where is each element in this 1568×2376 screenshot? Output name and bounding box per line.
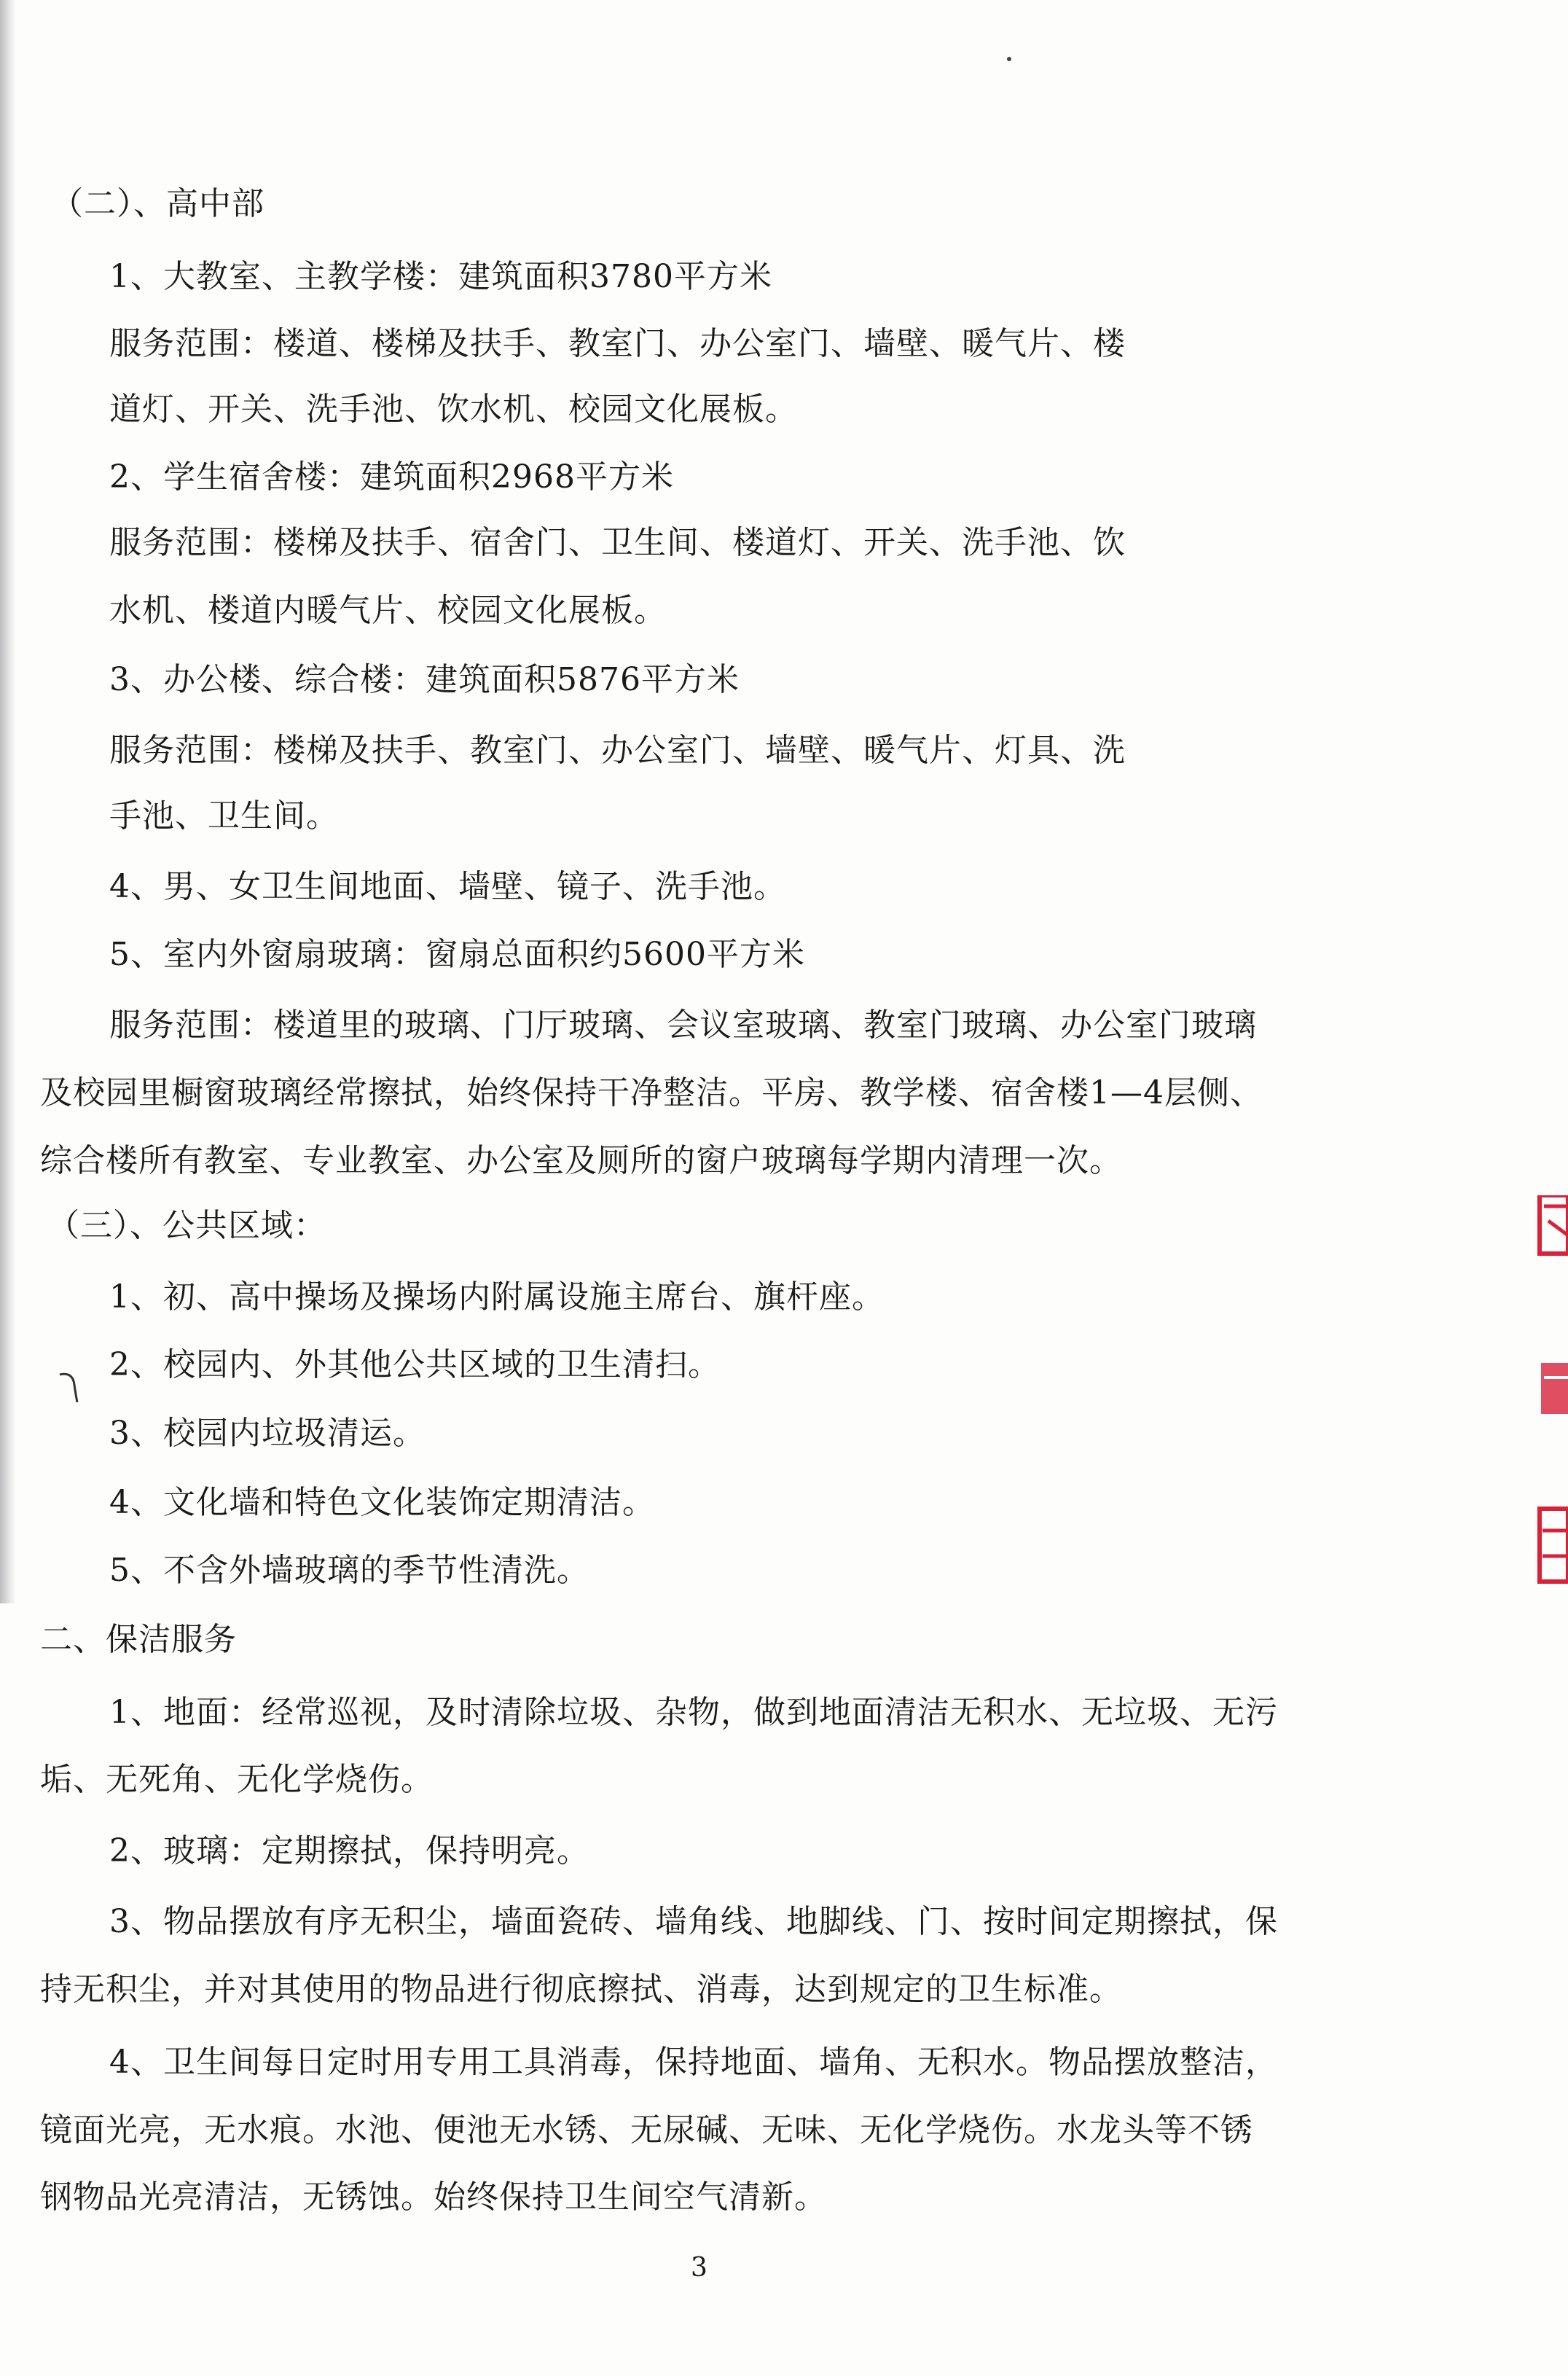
section-heading-cleaning-service: 二、保洁服务: [40, 1621, 237, 1658]
public-area-item: 1、初、高中操场及操场内附属设施主席台、旗杆座。: [109, 1278, 885, 1316]
section-heading-public-areas: （三）、公共区域：: [47, 1207, 326, 1244]
service-scope-line: 水机、楼道内暖气片、校园文化展板。: [109, 592, 667, 629]
cleaning-item: 镜面光亮，无水痕。水池、便池无水锈、无尿碱、无味、无化学烧伤。水龙头等不锈: [40, 2111, 1253, 2149]
service-scope-line: 服务范围：楼道、楼梯及扶手、教室门、办公室门、墙壁、暖气片、楼: [109, 325, 1126, 362]
service-scope-line: 服务范围：楼道里的玻璃、门厅玻璃、会议室玻璃、教室门玻璃、办公室门玻璃: [109, 1007, 1257, 1044]
cleaning-item: 3、物品摆放有序无积尘，墙面瓷砖、墙角线、地脚线、门、按时间定期擦拭，保: [109, 1903, 1278, 1940]
cleaning-item: 4、卫生间每日定时用专用工具消毒，保持地面、墙角、无积水。物品摆放整洁，: [109, 2044, 1278, 2081]
public-area-item: 5、不含外墙玻璃的季节性清洗。: [109, 1552, 589, 1589]
cleaning-item: 2、玻璃：定期擦拭，保持明亮。: [109, 1832, 589, 1869]
cleaning-item: 垢、无死角、无化学烧伤。: [40, 1761, 434, 1798]
scan-speck: [1007, 57, 1011, 61]
item-office-building: 3、办公楼、综合楼：建筑面积5876平方米: [109, 661, 740, 698]
service-scope-line: 服务范围：楼梯及扶手、宿舍门、卫生间、楼道灯、开关、洗手池、饮: [109, 524, 1126, 561]
cleaning-item: 持无积尘，并对其使用的物品进行彻底擦拭、消毒，达到规定的卫生标准。: [40, 1971, 1122, 2008]
pen-mark-icon: [57, 1370, 82, 1405]
item-dormitory: 2、学生宿舍楼：建筑面积2968平方米: [109, 458, 674, 496]
item-window-glass: 5、室内外窗扇玻璃：窗扇总面积约5600平方米: [109, 936, 805, 973]
service-scope-line: 综合楼所有教室、专业教室、办公室及厕所的窗户玻璃每学期内清理一次。: [40, 1142, 1122, 1179]
page-number: 3: [691, 2253, 707, 2283]
item-restrooms: 4、男、女卫生间地面、墙壁、镜子、洗手池。: [109, 868, 786, 905]
service-scope-line: 手池、卫生间。: [109, 797, 339, 835]
cleaning-item: 钢物品光亮清洁，无锈蚀。始终保持卫生间空气清新。: [40, 2178, 827, 2216]
red-seal-stamp-fragment: [1534, 1195, 1568, 1589]
service-scope-line: 及校园里橱窗玻璃经常擦拭，始终保持干净整洁。平房、教学楼、宿舍楼1—4层侧、: [40, 1074, 1263, 1111]
public-area-item: 2、校园内、外其他公共区域的卫生清扫。: [109, 1346, 721, 1383]
service-scope-line: 服务范围：楼梯及扶手、教室门、办公室门、墙壁、暖气片、灯具、洗: [109, 732, 1126, 769]
item-main-teaching-building: 1、大教室、主教学楼：建筑面积3780平方米: [109, 258, 772, 295]
public-area-item: 3、校园内垃圾清运。: [109, 1415, 426, 1452]
section-heading-high-school: （二）、高中部: [51, 185, 264, 222]
service-scope-line: 道灯、开关、洗手池、饮水机、校园文化展板。: [109, 391, 798, 428]
public-area-item: 4、文化墙和特色文化装饰定期清洁。: [109, 1484, 655, 1521]
cleaning-item: 1、地面：经常巡视，及时清除垃圾、杂物，做到地面清洁无积水、无垃圾、无污: [109, 1694, 1278, 1731]
